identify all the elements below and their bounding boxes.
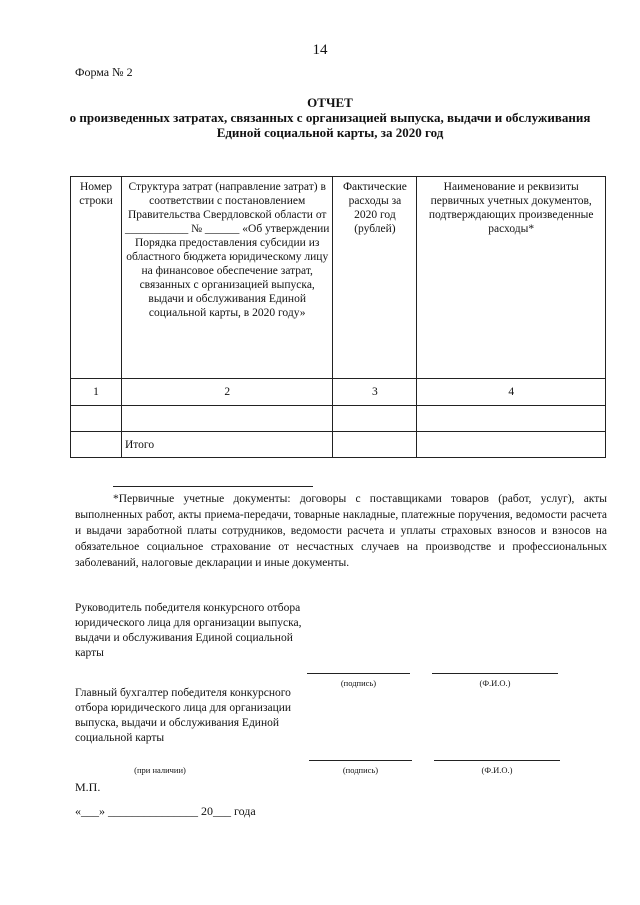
header-actual-expenses: Фактические расходы за 2020 год (рублей) [333,177,417,379]
head-name-line [432,673,558,674]
footnote-divider [113,486,313,487]
page-number: 14 [312,42,328,58]
header-line-number: Номер строки [71,177,122,379]
column-number: 3 [333,379,417,406]
accountant-signature-line [309,760,412,761]
signature-caption: (подпись) [340,678,377,688]
footnote: *Первичные учетные документы: договоры с поставщиками товаров (работ, услуг), акты выполненных работ, акты приема-передачи, товарные накладные, платежные поручения, ведомости расчета и выдачи заработной платы сотрудников, ведомости расчета и уплаты страховых взносов и взносов на обязательное социальное страхование от несчастных случаев на производстве и профессиональных заболеваний, налоговые декларации и иные документы. [75,493,607,569]
table-cell [71,432,122,458]
table-cell [121,406,332,432]
header-documents: Наименование и реквизиты первичных учетных документов, подтверждающих произведенные расходы* [417,177,606,379]
column-number: 4 [417,379,606,406]
total-label: Итого [121,432,332,458]
head-signature-line [307,673,410,674]
report-table [70,176,606,458]
name-caption: (Ф.И.О.) [479,678,511,688]
table-cell [417,406,606,432]
head-signature-label: Руководитель победителя конкурсного отбора юридического лица для организации выпуска, выдачи и обслуживания Единой социальной карты [75,602,302,659]
report-title-line2: о произведенных затратах, связанных с организацией выпуска, выдачи и обслуживания Единой социальной карты, за 2020 год [69,110,591,140]
header-cost-structure: Структура затрат (направление затрат) в соответствии с постановлением Правительства Свердловской области от ___________ № ______ «Об утверждении Порядка предоставления субсидии из областного бюджета юридическому лицу на финансовое обеспечение затрат, связанных с организацией выпуска, выдачи и обслуживания Единой социальной карты, в 2020 году» [121,177,332,379]
accountant-signature-label: Главный бухгалтер победителя конкурсного отбора юридического лица для организации выпуска, выдачи и обслуживания Единой социальной карты [75,687,292,744]
if-present-note: (при наличии) [134,765,186,775]
report-title-line1: ОТЧЕТ [307,95,353,110]
date-line: «___» _______________ 20___ года [75,804,256,818]
table-cell [333,432,417,458]
column-number-row [71,379,606,406]
table-cell [71,406,122,432]
column-number: 2 [121,379,332,406]
name-caption: (Ф.И.О.) [481,765,513,775]
signature-caption: (подпись) [342,765,379,775]
table-cell [417,432,606,458]
report-title [60,95,600,140]
form-number: Форма № 2 [75,65,133,79]
stamp-label: М.П. [75,780,101,794]
table-header-row [71,177,606,379]
total-row [71,432,606,458]
accountant-name-line [434,760,560,761]
table-row [71,406,606,432]
table-cell [333,406,417,432]
column-number: 1 [71,379,122,406]
